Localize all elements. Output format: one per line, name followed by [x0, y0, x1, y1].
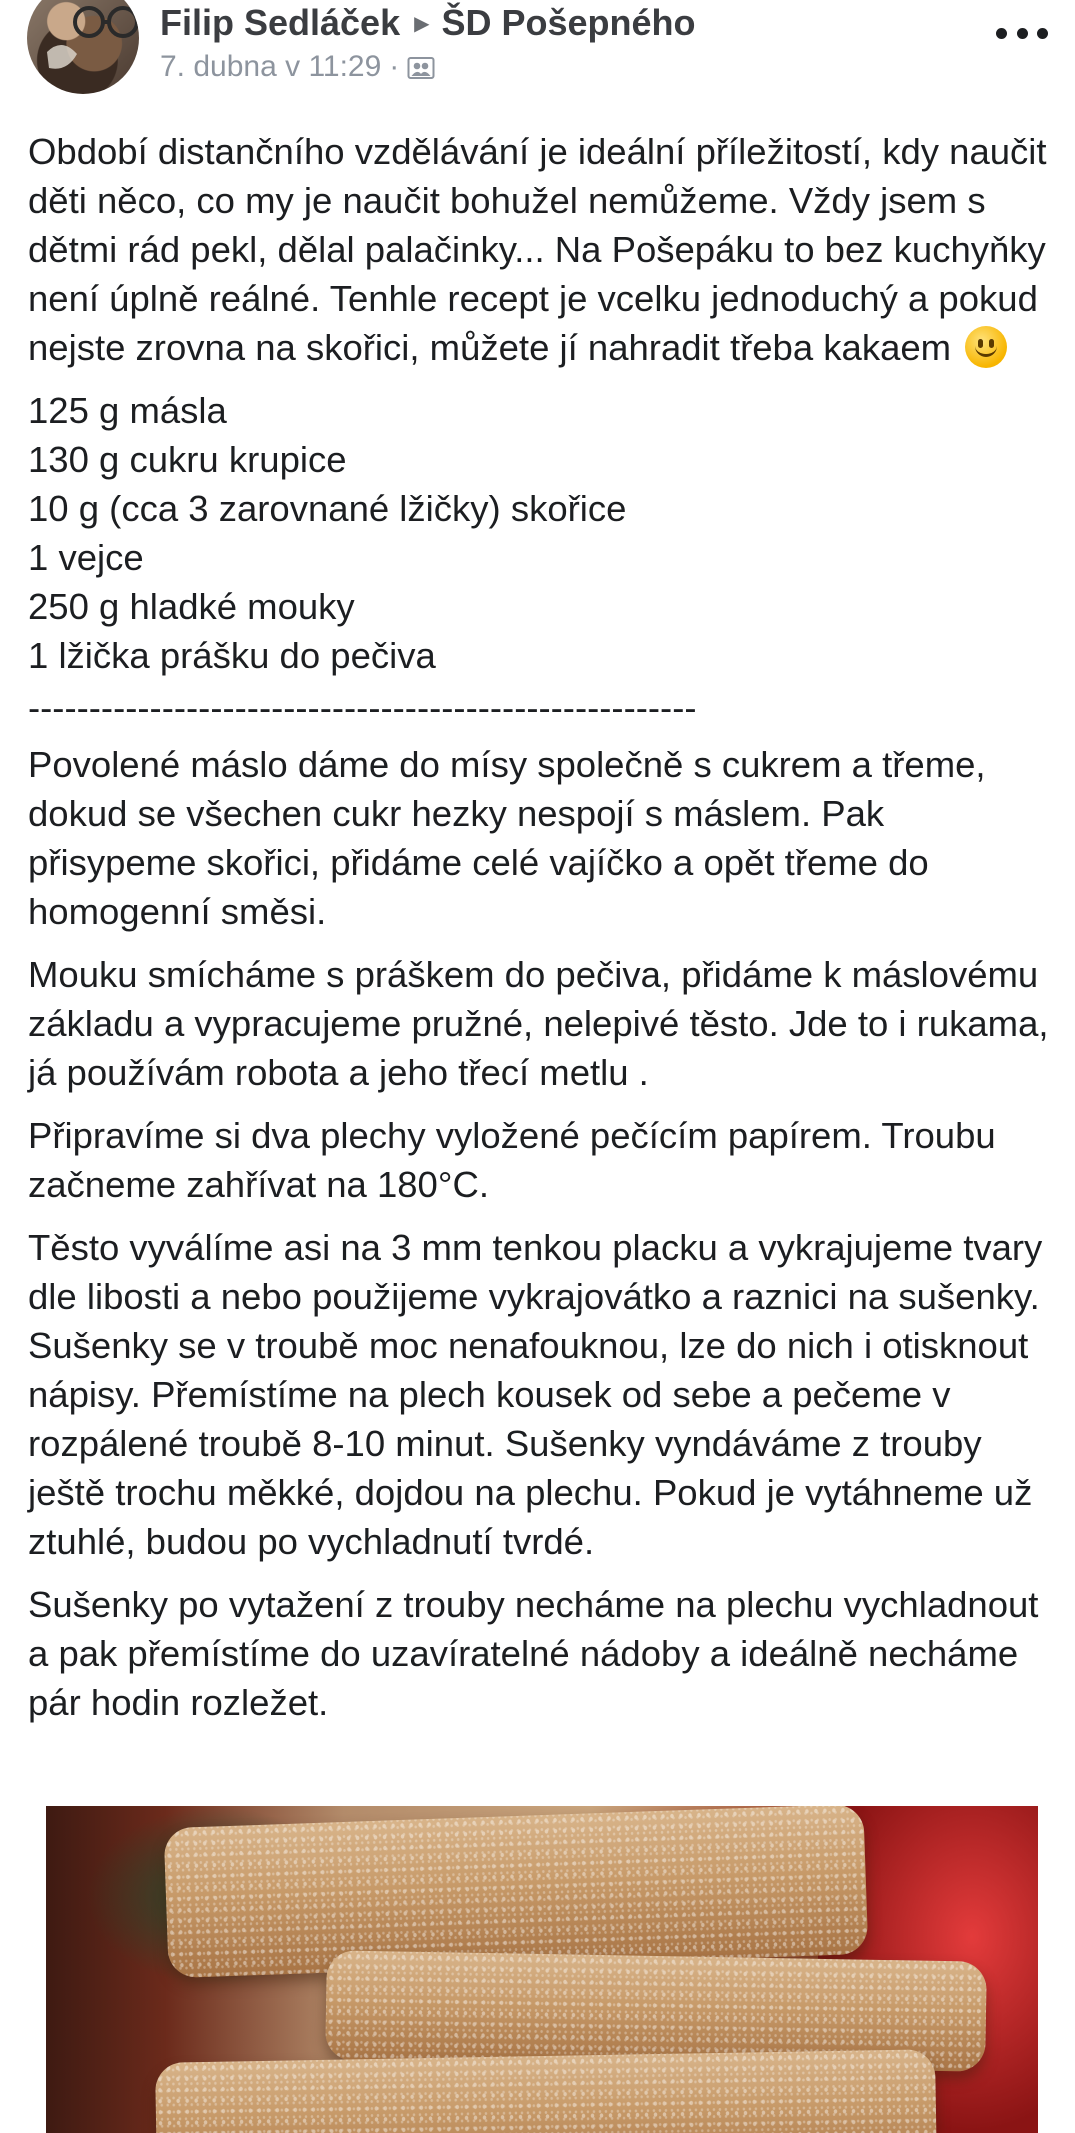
recipe-step: Sušenky po vytažení z trouby necháme na plechu vychladnout a pak přemístíme do uzavíratelné nádoby a ideálně necháme pár hodin rozležet. — [28, 1584, 1039, 1723]
cookie-image — [155, 2049, 937, 2133]
more-options-button[interactable] — [996, 18, 1048, 48]
ingredient-item: 10 g (cca 3 zarovnané lžičky) skořice — [28, 488, 627, 529]
group-icon — [407, 56, 435, 80]
more-dots-icon — [1037, 28, 1048, 39]
post-intro — [28, 127, 1058, 372]
post-meta — [160, 50, 435, 84]
ingredient-item: 250 g hladké mouky — [28, 586, 355, 627]
ingredient-item: 130 g cukru krupice — [28, 439, 347, 480]
ingredient-list — [28, 386, 1058, 680]
post-photo[interactable] — [46, 1806, 1038, 2133]
avatar-glasses-icon — [27, 0, 139, 94]
recipe-step: Mouku smícháme s práškem do pečiva, přidáme k máslovému základu a vypracujeme pružné, nelepivé těsto. Jde to i rukama, já používám robota a jeho třecí metlu . — [28, 954, 1049, 1093]
author-name[interactable]: Filip Sedláček — [160, 2, 401, 43]
ingredient-item: 1 vejce — [28, 537, 144, 578]
more-dots-icon — [1017, 28, 1028, 39]
post-timestamp[interactable]: 7. dubna v 11:29 — [160, 50, 382, 83]
group-name[interactable]: ŠD Pošepného — [441, 2, 696, 43]
more-dots-icon — [996, 28, 1007, 39]
meta-separator: · — [389, 50, 400, 83]
text-divider: ------------------------------------------------------- — [28, 690, 697, 726]
smile-emoji-icon — [965, 326, 1007, 368]
recipe-step: Povolené máslo dáme do mísy společně s cukrem a třeme, dokud se všechen cukr hezky nespojí s máslem. Pak přisypeme skořici, přidáme celé vajíčko a opět třeme do homogenní směsi. — [28, 744, 986, 932]
post-header — [0, 0, 1075, 112]
triangle-right-icon: ▶ — [414, 12, 430, 35]
recipe-step: Připravíme si dva plechy vyložené pečícím papírem. Troubu začneme zahřívat na 180°C. — [28, 1115, 996, 1205]
ingredient-item: 1 lžička prášku do pečiva — [28, 635, 436, 676]
author-line — [160, 2, 696, 44]
post-intro-text: Období distančního vzdělávání je ideální příležitostí, kdy naučit děti něco, co my je naučit bohužel nemůžeme. Vždy jsem s dětmi rád pekl, dělal palačinky... Na Pošepáku to bez kuchyňky není úplně reálné. Tenhle recept je vcelku jednoduchý a pokud nejste zrovna na skořici, můžete jí nahradit třeba kakaem — [28, 131, 1047, 368]
ingredient-item: 125 g másla — [28, 390, 227, 431]
post-text — [28, 127, 1058, 1741]
cookie-image — [164, 1806, 869, 1978]
avatar[interactable] — [27, 0, 139, 94]
recipe-step: Těsto vyválíme asi na 3 mm tenkou placku a vykrajujeme tvary dle libosti a nebo použijeme vykrajovátko a raznici na sušenky. Sušenky se v troubě moc nenafouknou, lze do nich i otisknout nápisy. Přemístíme na plech kousek od sebe a pečeme v rozpálené troubě 8-10 minut. Sušenky vyndáváme z trouby ještě trochu měkké, dojdou na plechu. Pokud je vytáhneme už ztuhlé, budou po vychladnutí tvrdé. — [28, 1227, 1043, 1562]
